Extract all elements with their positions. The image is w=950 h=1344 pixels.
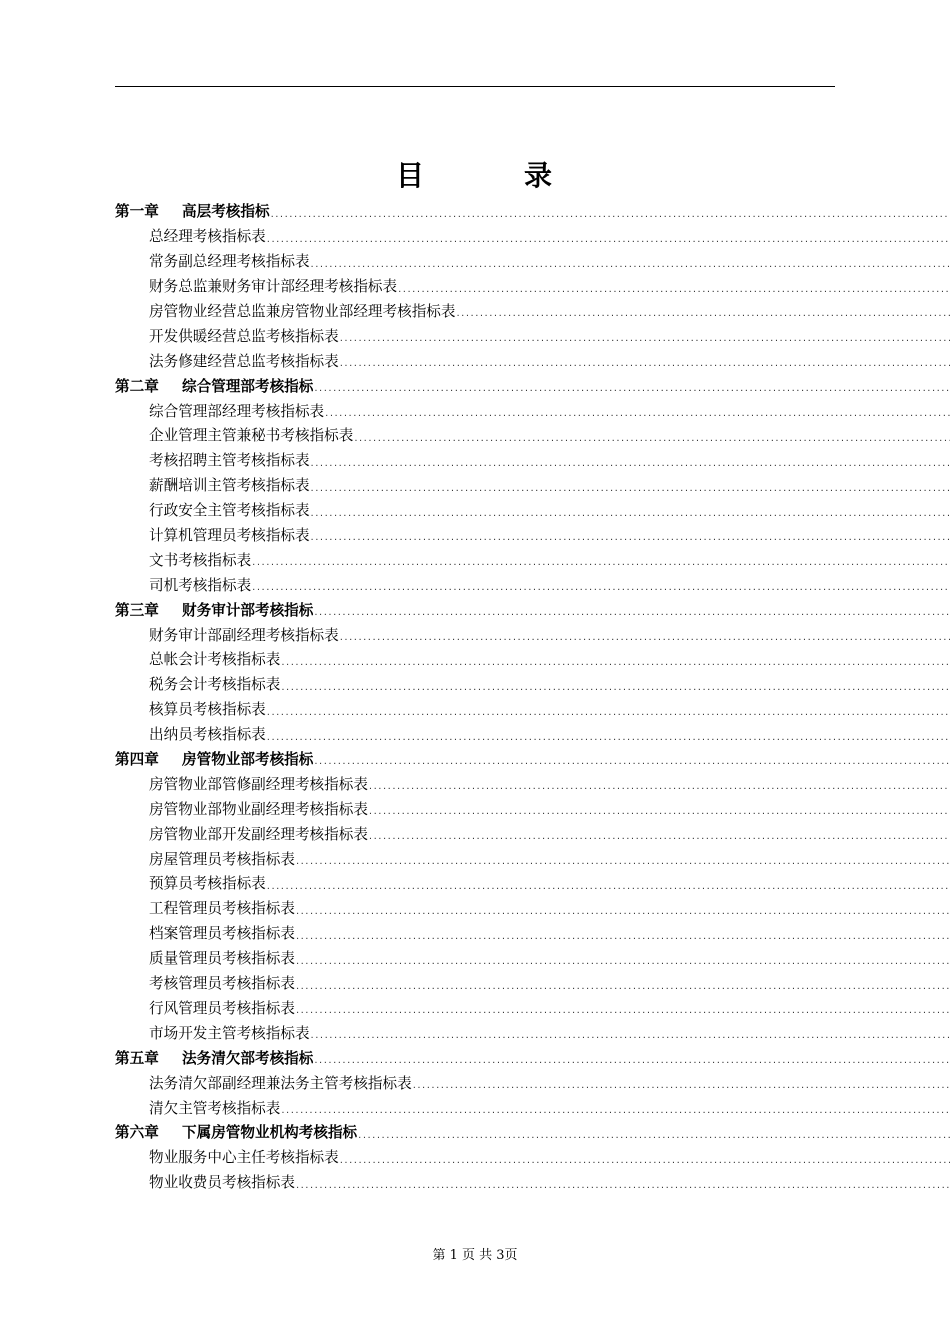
toc-entry-text: 房管物业部开发副经理考核指标表 xyxy=(149,825,368,843)
toc-entry-text: 总帐会计考核指标表 xyxy=(149,651,281,669)
toc-section-entry[interactable] xyxy=(115,972,950,997)
toc-entry-label xyxy=(115,1049,313,1069)
toc-leader-dots xyxy=(369,830,950,847)
toc-leader-dots xyxy=(296,980,950,997)
toc-entry-label xyxy=(149,501,310,521)
toc-leader-dots xyxy=(311,531,950,548)
toc-entry-text: 考核招聘主管考核指标表 xyxy=(149,452,310,470)
toc-entry-text: 综合管理部考核指标 xyxy=(182,377,314,395)
toc-leader-dots xyxy=(314,606,950,623)
toc-leader-dots xyxy=(311,482,950,499)
toc-entry-label xyxy=(149,924,295,944)
toc-chapter-number: 第一章 xyxy=(115,203,159,221)
toc-section-entry[interactable] xyxy=(115,250,950,275)
toc-entry-label xyxy=(115,202,270,222)
toc-leader-dots xyxy=(398,283,950,300)
toc-entry-text: 核算员考核指标表 xyxy=(149,701,266,719)
toc-leader-dots xyxy=(281,1104,950,1121)
toc-entry-label xyxy=(149,327,339,347)
toc-entry-text: 房管物业部物业副经理考核指标表 xyxy=(149,800,368,818)
toc-entry-text: 清欠主管考核指标表 xyxy=(149,1099,281,1117)
toc-section-entry[interactable] xyxy=(115,548,950,573)
toc-entry-text: 财务总监兼财务审计部经理考核指标表 xyxy=(149,278,398,296)
toc-entry-label xyxy=(149,675,280,695)
toc-entry-text: 综合管理部经理考核指标表 xyxy=(149,402,325,420)
toc-entry-label xyxy=(149,576,251,596)
toc-section-entry[interactable] xyxy=(115,300,950,325)
toc-entry-label xyxy=(115,601,313,621)
toc-section-entry[interactable] xyxy=(115,324,950,349)
toc-chapter-entry[interactable] xyxy=(115,1046,950,1071)
toc-section-entry[interactable] xyxy=(115,772,950,797)
toc-leader-dots xyxy=(311,507,950,524)
toc-entry-label xyxy=(149,775,368,795)
toc-section-entry[interactable] xyxy=(115,997,950,1022)
toc-section-entry[interactable] xyxy=(115,648,950,673)
toc-entry-label xyxy=(149,850,295,870)
toc-entry-label xyxy=(149,899,295,919)
toc-entry-label xyxy=(149,949,295,969)
toc-leader-dots xyxy=(267,233,950,250)
toc-leader-dots xyxy=(267,731,950,748)
toc-entry-label xyxy=(149,302,455,322)
header-rule xyxy=(115,86,835,87)
toc-leader-dots xyxy=(296,1004,950,1021)
toc-entry-label xyxy=(149,700,266,720)
toc-entry-label xyxy=(149,252,310,272)
toc-entry-text: 薪酬培训主管考核指标表 xyxy=(149,477,310,495)
toc-section-entry[interactable] xyxy=(115,1171,950,1196)
toc-entry-text: 财务审计部考核指标 xyxy=(182,601,314,619)
toc-chapter-number: 第四章 xyxy=(115,751,159,769)
toc-section-entry[interactable] xyxy=(115,897,950,922)
toc-leader-dots xyxy=(358,1129,950,1146)
toc-entry-label xyxy=(149,1099,280,1119)
toc-section-entry[interactable] xyxy=(115,573,950,598)
toc-entry-text: 总经理考核指标表 xyxy=(149,228,266,246)
toc-entry-label xyxy=(115,1123,357,1143)
toc-entry-label xyxy=(115,377,313,397)
toc-entry-text: 常务副总经理考核指标表 xyxy=(149,253,310,271)
toc-leader-dots xyxy=(271,208,950,225)
toc-leader-dots xyxy=(340,1154,950,1171)
toc-entry-text: 文书考核指标表 xyxy=(149,551,252,569)
toc-chapter-entry[interactable] xyxy=(115,1121,950,1146)
toc-section-entry[interactable] xyxy=(115,424,950,449)
toc-entry-label xyxy=(149,526,310,546)
toc-entry-text: 开发供暖经营总监考核指标表 xyxy=(149,327,339,345)
toc-section-entry[interactable] xyxy=(115,449,950,474)
toc-leader-dots xyxy=(340,631,950,648)
toc-leader-dots xyxy=(281,656,950,673)
toc-section-entry[interactable] xyxy=(115,673,950,698)
toc-entry-label xyxy=(149,451,310,471)
toc-section-entry[interactable] xyxy=(115,723,950,748)
toc-leader-dots xyxy=(296,855,950,872)
toc-entry-text: 法务修建经营总监考核指标表 xyxy=(149,352,339,370)
toc-chapter-number: 第五章 xyxy=(115,1049,159,1067)
toc-entry-label xyxy=(149,476,310,496)
toc-leader-dots xyxy=(296,955,950,972)
toc-section-entry[interactable] xyxy=(115,872,950,897)
toc-entry-text: 计算机管理员考核指标表 xyxy=(149,527,310,545)
toc-entry-label xyxy=(149,650,280,670)
toc-leader-dots xyxy=(296,905,950,922)
toc-entry-text: 房管物业经营总监兼房管物业部经理考核指标表 xyxy=(149,303,456,320)
toc-entry-label xyxy=(115,750,313,770)
toc-entry-label xyxy=(149,725,266,745)
toc-section-entry[interactable] xyxy=(115,1021,950,1046)
toc-entry-label xyxy=(149,352,339,372)
toc-chapter-entry[interactable] xyxy=(115,200,950,225)
toc-section-entry[interactable] xyxy=(115,349,950,374)
toc-leader-dots xyxy=(311,1029,950,1046)
toc-entry-text: 质量管理员考核指标表 xyxy=(149,950,295,968)
toc-leader-dots xyxy=(369,780,950,797)
toc-chapter-number: 第三章 xyxy=(115,601,159,619)
toc-entry-label xyxy=(149,1173,295,1193)
toc-section-entry[interactable] xyxy=(115,1071,950,1096)
toc-entry-text: 物业服务中心主任考核指标表 xyxy=(149,1149,339,1167)
toc-entry-text: 法务清欠部副经理兼法务主管考核指标表 xyxy=(149,1074,412,1092)
toc-leader-dots xyxy=(267,880,950,897)
page-footer: 第 1 页 共 3页 xyxy=(432,1248,518,1263)
toc-section-entry[interactable] xyxy=(115,847,950,872)
toc-section-entry[interactable] xyxy=(115,797,950,822)
toc-leader-dots xyxy=(340,357,950,374)
toc-entry-label xyxy=(149,999,295,1019)
toc-leader-dots xyxy=(325,407,950,424)
toc-section-entry[interactable] xyxy=(115,922,950,947)
toc-section-entry[interactable] xyxy=(115,474,950,499)
toc-entry-label xyxy=(149,800,368,820)
toc-chapter-entry[interactable] xyxy=(115,374,950,399)
toc-entry-text: 司机考核指标表 xyxy=(149,576,252,594)
toc-entry-label xyxy=(149,874,266,894)
toc-entry-label xyxy=(149,551,251,571)
toc-entry-text: 物业收费员考核指标表 xyxy=(149,1174,295,1192)
toc-entry-text: 行政安全主管考核指标表 xyxy=(149,502,310,520)
toc-entry-label xyxy=(149,227,266,247)
toc-leader-dots xyxy=(252,556,950,573)
toc-entry-text: 法务清欠部考核指标 xyxy=(182,1049,314,1067)
toc-section-entry[interactable] xyxy=(115,399,950,424)
toc-entry-text: 档案管理员考核指标表 xyxy=(149,925,295,943)
toc-leader-dots xyxy=(296,930,950,947)
toc-entry-label xyxy=(149,1074,412,1094)
toc-section-entry[interactable] xyxy=(115,225,950,250)
toc-leader-dots xyxy=(281,681,950,698)
toc-leader-dots xyxy=(311,457,950,474)
toc-section-entry[interactable] xyxy=(115,623,950,648)
toc-section-entry[interactable] xyxy=(115,499,950,524)
toc-entry-label xyxy=(149,1024,310,1044)
toc-leader-dots xyxy=(413,1079,950,1096)
toc-entry-text: 房管物业部考核指标 xyxy=(182,751,314,769)
toc-chapter-number: 第六章 xyxy=(115,1124,159,1142)
toc-entry-label xyxy=(149,1148,339,1168)
toc-chapter-entry[interactable] xyxy=(115,598,950,623)
toc-section-entry[interactable] xyxy=(115,698,950,723)
toc-section-entry[interactable] xyxy=(115,1096,950,1121)
toc-entry-text: 下属房管物业机构考核指标 xyxy=(182,1124,358,1142)
toc-leader-dots xyxy=(369,805,950,822)
toc-entry-text: 市场开发主管考核指标表 xyxy=(149,1024,310,1042)
toc-entry-text: 房屋管理员考核指标表 xyxy=(149,850,295,868)
toc-entry-text: 行风管理员考核指标表 xyxy=(149,999,295,1017)
toc-entry-text: 考核管理员考核指标表 xyxy=(149,975,295,993)
toc-entry-text: 工程管理员考核指标表 xyxy=(149,900,295,918)
toc-entry-label xyxy=(149,426,353,446)
toc-entry-label xyxy=(149,402,324,422)
toc-leader-dots xyxy=(456,307,950,324)
toc-leader-dots xyxy=(340,332,950,349)
toc-leader-dots xyxy=(314,382,950,399)
toc-section-entry[interactable] xyxy=(115,822,950,847)
toc-entry-text: 企业管理主管兼秘书考核指标表 xyxy=(149,427,354,445)
toc-entry-text: 税务会计考核指标表 xyxy=(149,676,281,694)
toc-leader-dots xyxy=(314,755,950,772)
toc-leader-dots xyxy=(354,432,950,449)
toc-leader-dots xyxy=(252,581,950,598)
toc-section-entry[interactable] xyxy=(115,275,950,300)
toc-chapter-number: 第二章 xyxy=(115,377,159,395)
toc-entry-label xyxy=(149,974,295,994)
toc-entry-label xyxy=(149,626,339,646)
toc-entry-label xyxy=(149,277,397,297)
toc-entry-text: 财务审计部副经理考核指标表 xyxy=(149,626,339,644)
table-of-contents xyxy=(115,200,950,1196)
toc-section-entry[interactable] xyxy=(115,1146,950,1171)
toc-leader-dots xyxy=(296,1179,950,1196)
toc-entry-text: 房管物业部管修副经理考核指标表 xyxy=(149,775,368,793)
toc-leader-dots xyxy=(311,258,950,275)
toc-section-entry[interactable] xyxy=(115,947,950,972)
toc-chapter-entry[interactable] xyxy=(115,748,950,773)
toc-entry-text: 出纳员考核指标表 xyxy=(149,726,266,744)
toc-entry-text: 预算员考核指标表 xyxy=(149,875,266,893)
toc-entry-label xyxy=(149,825,368,845)
toc-section-entry[interactable] xyxy=(115,524,950,549)
toc-leader-dots xyxy=(267,706,950,723)
toc-leader-dots xyxy=(314,1054,950,1071)
page-title: 目 录 xyxy=(395,159,588,192)
toc-entry-text: 高层考核指标 xyxy=(182,203,270,221)
